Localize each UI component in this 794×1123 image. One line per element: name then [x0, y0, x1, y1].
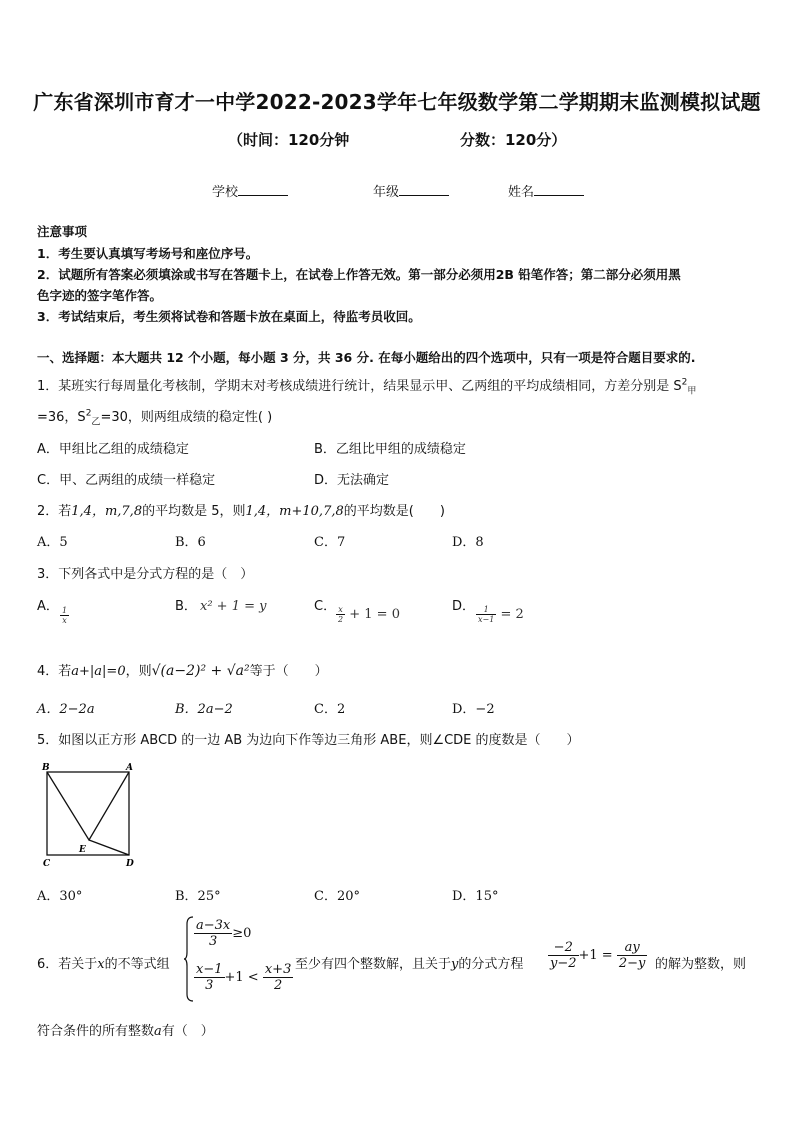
exam-time: （时间：120分钟	[228, 131, 350, 149]
q3-d-num: 1	[476, 605, 496, 615]
q3-c-rest: + 1 = 0	[349, 607, 400, 622]
q2-option-c: C．7	[314, 535, 346, 550]
grade-field	[373, 181, 449, 200]
q3-c-label: C．	[314, 599, 337, 614]
q4-expr: √(a−2)² + √a²	[151, 663, 250, 679]
q6-mid2: 至少有四个整数解，且关于	[295, 957, 452, 972]
q2-option-a: A．5	[37, 535, 68, 550]
q2-prefix: 2．若	[37, 504, 72, 519]
grade-label: 年级	[373, 185, 400, 200]
q3-option-a	[37, 595, 59, 614]
question-4-stem	[37, 660, 328, 679]
q6-line2-text: 符合条件的所有整数	[37, 1024, 155, 1039]
fractional-equation	[548, 940, 647, 971]
q4-option-b: B．2a−2	[175, 702, 233, 717]
q3-option-c	[314, 595, 336, 614]
q6-suffix: 的解为整数，则	[655, 957, 747, 972]
triangle-abe	[47, 772, 129, 840]
inequality-1	[194, 918, 251, 949]
q1-line1: 1．某班实行每周量化考核制，学期末对考核成绩进行统计，结果显示甲、乙两组的平均成绩相同，方差分别是 S	[37, 379, 682, 394]
school-field	[212, 181, 288, 200]
q6-line2-end: 有（ ）	[161, 1024, 214, 1039]
q3-d-den: x−1	[478, 615, 495, 624]
q5-option-c: C．20°	[314, 889, 360, 904]
q4-mid: ，则	[125, 664, 152, 679]
exam-title: 广东省深圳市育才一中学2022-2023学年七年级数学第二学期期末监测模拟试题	[33, 90, 761, 114]
q2-mid: 的平均数是 5，则	[142, 504, 246, 519]
q3-b-expr: x² + 1 = y	[200, 599, 267, 614]
q3-d-label: D．	[452, 599, 476, 614]
q3-c-den: 2	[338, 615, 344, 624]
q3-c-expr	[336, 605, 400, 624]
q6-mid3: 的分式方程	[458, 957, 524, 972]
q6-var-x: x	[97, 957, 105, 972]
q1-line2b: =30，则两组成绩的稳定性( )	[100, 410, 273, 425]
q3-d-rest: = 2	[500, 607, 524, 622]
question-1-stem-cont	[37, 406, 272, 428]
note-item: 3．考试结束后，考生须将试卷和答题卡放在桌面上，待监考员收回。	[37, 309, 421, 324]
question-2-stem	[37, 500, 445, 519]
eq-den2: 2−y	[618, 956, 646, 971]
segment-ed	[89, 840, 129, 855]
question-3-stem: 3．下列各式中是分式方程的是（ ）	[37, 567, 254, 582]
q3-c-num: x	[336, 605, 345, 615]
ineq2-den2: 2	[273, 978, 283, 993]
q3-a-num: 1	[62, 606, 68, 615]
label-d: D	[126, 859, 134, 869]
question-5-stem: 5．如图以正方形 ABCD 的一边 AB 为边向下作等边三角形 ABE，则∠CDE 的度数是（ ）	[37, 733, 580, 748]
q2-suffix: 的平均数是( )	[343, 504, 445, 519]
q1-sub1: 甲	[687, 386, 697, 397]
section-heading: 一、选择题：本大题共 12 个小题，每小题 3 分，共 36 分. 在每小题给出的四个选项中，只有一项是符合题目要求的.	[37, 350, 696, 365]
q5-option-b: B．25°	[175, 889, 221, 904]
eq-num1: −2	[548, 940, 579, 956]
square-abcd	[47, 772, 129, 855]
name-blank	[534, 183, 584, 196]
q4-prefix: 4．若	[37, 664, 72, 679]
eq-den1: y−2	[550, 956, 577, 971]
q4-suffix: 等于（ ）	[249, 664, 328, 679]
q6-mid1: 的不等式组	[104, 957, 170, 972]
q1-option-a: A．甲组比乙组的成绩稳定	[37, 442, 189, 457]
school-blank	[238, 183, 288, 196]
q1-option-d: D．无法确定	[314, 473, 390, 488]
q3-a-label: A．	[37, 599, 59, 614]
q6-prefix-text	[37, 953, 170, 972]
inequality-2	[194, 962, 293, 993]
q6-prefix: 6．若关于	[37, 957, 98, 972]
q2-set2: 1,4，m+10,7,8	[245, 504, 344, 519]
q4-cond: a+|a|=0	[71, 664, 126, 679]
ineq2-mid: +1 <	[224, 970, 259, 985]
q1-sup2: 2	[85, 408, 92, 419]
note-item: 1．考生要认真填写考场号和座位序号。	[37, 246, 259, 261]
q2-set1: 1,4，m,7,8	[71, 504, 143, 519]
ineq1-num: a−3x	[196, 918, 231, 933]
q3-option-b	[175, 595, 197, 614]
eq-num2: ay	[617, 940, 648, 956]
q1-sup1: 2	[681, 377, 688, 388]
system-brace	[184, 916, 194, 1002]
label-e: E	[79, 845, 86, 855]
q1-sub2: 乙	[91, 417, 101, 428]
ineq2-num2: x+3	[264, 962, 292, 977]
ineq2-num1: x−1	[196, 962, 223, 977]
exam-score: 分数：120分）	[460, 131, 567, 149]
ineq2-den1: 3	[205, 978, 214, 993]
notes-title: 注意事项	[37, 224, 88, 239]
q4-option-c: C．2	[314, 702, 346, 717]
q6-mid2-text	[295, 953, 523, 972]
q6-var-y: y	[451, 957, 459, 972]
name-label: 姓名	[508, 185, 535, 200]
eq-mid: +1 =	[578, 948, 613, 963]
q3-a-fraction	[60, 606, 69, 625]
q3-a-den: x	[62, 616, 67, 625]
note-item: 2．试题所有答案必须填涂或书写在答题卡上，在试卷上作答无效。第一部分必须用2B 铅笔作答；第二部分必须用黑	[37, 267, 681, 282]
label-c: C	[43, 859, 51, 869]
ineq1-rest: ≥0	[232, 926, 252, 941]
school-label: 学校	[212, 185, 239, 200]
note-item: 色字迹的签字笔作答。	[37, 288, 163, 303]
q1-line2a: =36，S	[37, 410, 86, 425]
q3-d-expr	[476, 605, 524, 624]
q1-option-c: C．甲、乙两组的成绩一样稳定	[37, 473, 216, 488]
q2-option-b: B．6	[175, 535, 206, 550]
q1-option-b: B．乙组比甲组的成绩稳定	[314, 442, 466, 457]
square-triangle-figure	[38, 760, 142, 872]
question-1-stem	[37, 375, 696, 397]
name-field	[508, 181, 584, 200]
q6-var-a: a	[154, 1024, 162, 1039]
q4-option-a: A．2−2a	[37, 702, 95, 717]
q5-option-d: D．15°	[452, 889, 499, 904]
label-b: B	[42, 763, 50, 773]
q3-option-d	[452, 595, 475, 614]
q2-option-d: D．8	[452, 535, 484, 550]
q3-b-label: B．	[175, 599, 197, 614]
ineq1-den: 3	[208, 934, 218, 949]
label-a: A	[126, 763, 133, 773]
q4-option-d: D．−2	[452, 702, 495, 717]
q6-line2	[37, 1020, 214, 1039]
grade-blank	[399, 183, 449, 196]
q5-option-a: A．30°	[37, 889, 83, 904]
